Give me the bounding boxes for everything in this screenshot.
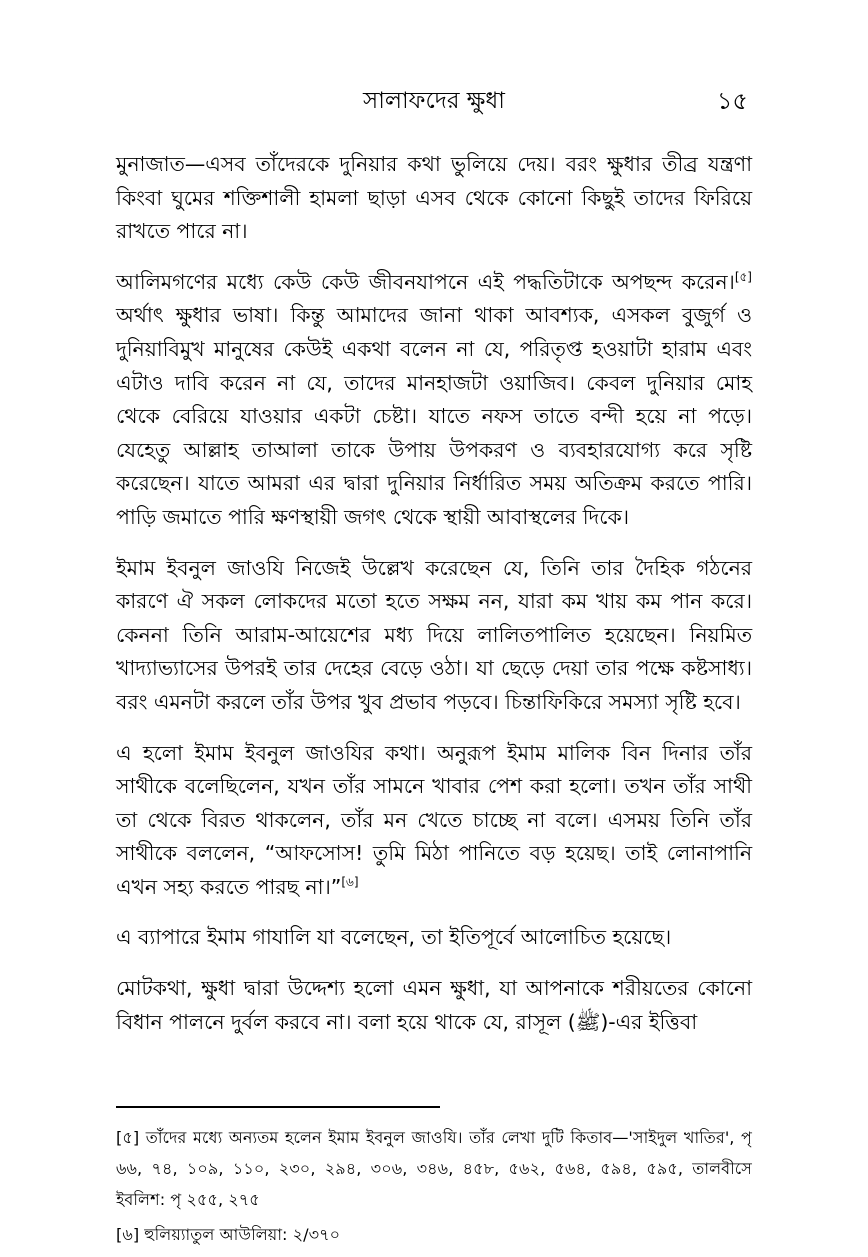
paragraph <box>116 737 752 905</box>
footnote-reference[interactable]: [৬] <box>341 875 359 890</box>
footnote-divider <box>116 1106 440 1108</box>
body-text <box>116 148 752 1039</box>
paragraph <box>116 266 752 535</box>
footnote-reference[interactable]: [৫] <box>734 269 752 284</box>
paragraph-text: মুনাজাত—এসব তাঁদেরকে দুনিয়ার কথা ভুলিয়ে দেয়। বরং ক্ষুধার তীব্র যন্ত্রণা কিংবা ঘুমের শক্তিশালী হামলা ছাড়া এসব থেকে কোনো কিছুই তাদের ফিরিয়ে রাখতে পারে না। <box>116 152 752 244</box>
paragraph <box>116 921 752 955</box>
paragraph <box>116 148 752 249</box>
paragraph-text-continued: অর্থাৎ ক্ষুধার ভাষা। কিন্তু আমাদের জানা থাকা আবশ্যক, এসকল বুজুর্গ ও দুনিয়াবিমুখ মানুষের কেউই একথা বলেন না যে, পরিতৃপ্ত হওয়াটা হারাম এবং এটাও দাবি করেন না যে, তাদের মানহাজটা ওয়াজিব। কেবল দুনিয়ার মোহ থেকে বেরিয়ে যাওয়ার একটা চেষ্টা। যাতে নফস তাতে বন্দী হয়ে না পড়ে। যেহেতু আল্লাহ তাআলা তাকে উপায় উপকরণ ও ব্যবহারযোগ্য করে সৃষ্টি করেছেন। যাতে আমরা এর দ্বারা দুনিয়ার নির্ধারিত সময় অতিক্রম করতে পারি। পাড়ি জমাতে পারি ক্ষণস্থায়ী জগৎ থেকে স্থায়ী আবাস্থলের দিকে। <box>116 303 752 529</box>
page-number: ১৫ <box>716 87 748 115</box>
footnotes <box>116 1122 752 1254</box>
paragraph-text: এ ব্যাপারে ইমাম গাযালি যা বলেছেন, তা ইতিপূর্বে আলোচিত হয়েছে। <box>116 925 672 950</box>
paragraph <box>116 972 752 1039</box>
paragraph-text: এ হলো ইমাম ইবনুল জাওযির কথা। অনুরূপ ইমাম মালিক বিন দিনার তাঁর সাথীকে বলেছিলেন, যখন তাঁর সামনে খাবার পেশ করা হলো। তখন তাঁর সাথী তা থেকে বিরত থাকলেন, তাঁর মন খেতে চাচ্ছে না বলে। এসময় তিনি তাঁর সাথীকে বললেন, “আফসোস! তুমি মিঠা পানিতে বড় হয়েছ। তাই লোনাপানি এখন সহ্য করতে পারছ না।” <box>116 740 752 899</box>
paragraph-text: মোটকথা, ক্ষুধা দ্বারা উদ্দেশ্য হলো এমন ক্ষুধা, যা আপনাকে শরীয়তের কোনো বিধান পালনে দুর্বল করবে না। বলা হয়ে থাকে যে, রাসূল (ﷺ)-এর ইত্তিবা <box>116 976 752 1034</box>
paragraph-text: আলিমগণের মধ্যে কেউ কেউ জীবনযাপনে এই পদ্ধতিটাকে অপছন্দ করেন। <box>116 269 735 294</box>
footnote: [৫] তাঁদের মধ্যে অন্যতম হলেন ইমাম ইবনুল জাওযি। তাঁর লেখা দুটি কিতাব—'সাইদুল খাতির', পৃ ৬৬, ৭৪, ১০৯, ১১০, ২৩০, ২৯৪, ৩০৬, ৩৪৬, ৪৫৮, ৫৬২, ৫৬৪, ৫৯৪, ৫৯৫, তালবীসে ইবলিশ: পৃ ২৫৫, ২৭৫ <box>116 1128 752 1209</box>
running-title: সালাফদের ক্ষুধা <box>363 88 505 114</box>
running-header <box>114 84 754 124</box>
paragraph-text: ইমাম ইবনুল জাওযি নিজেই উল্লেখ করেছেন যে, তিনি তার দৈহিক গঠনের কারণে ঐ সকল লোকদের মতো হতে সক্ষম নন, যারা কম খায় কম পান করে। কেননা তিনি আরাম-আয়েশের মধ্য দিয়ে লালিতপালিত হয়েছেন। নিয়মিত খাদ্যাভ্যাসের উপরই তার দেহের বেড়ে ওঠা। যা ছেড়ে দেয়া তার পক্ষে কষ্টসাধ্য। বরং এমনটা করলে তাঁর উপর খুব প্রভাব পড়বে। চিন্তাফিকিরে সমস্যা সৃষ্টি হবে। <box>116 555 752 714</box>
footnote: [৬] হুলিয়্যাতুল আউলিয়া: ২/৩৭০ <box>116 1225 341 1244</box>
paragraph <box>116 552 752 720</box>
